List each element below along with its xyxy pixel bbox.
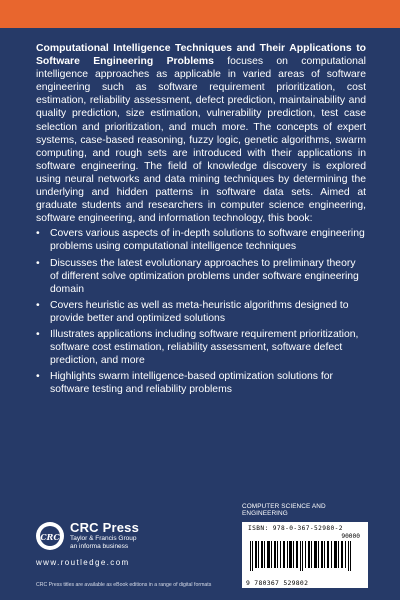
isbn-text: ISBN: 978-0-367-52980-2 [248, 525, 343, 532]
crc-logo-icon [36, 522, 64, 550]
feature-item [36, 328, 366, 367]
barcode-number: 9 780367 529802 [246, 579, 309, 587]
bullet-icon: • [36, 228, 40, 240]
barcode-icon [248, 541, 362, 577]
bullet-icon: • [36, 299, 40, 311]
bullet-icon: • [36, 257, 40, 269]
feature-text: Covers heuristic as well as meta-heuristic algorithms designed to provide better and optimized solutions [50, 299, 349, 324]
description-body: focuses on computational intelligence approaches as applicable in varied areas of software engineering such as software requirement prioritization, cost estimation, reliability assessment, defect prediction, maintainability and quality prediction, size estimation, vulnerability prediction, test case selection and prioritization, and much more. The concepts of expert systems, case-based reasoning, fuzzy logic, genetic algorithms, swarm computing, and rough sets are introduced with their applications in software engineering. The field of knowledge discovery is explored using neural networks and data mining techniques by determining the underlying and hidden patterns in software data sets. Aimed at graduate students and researchers in computer science engineering, software engineering, and information technology, this book: [36, 56, 366, 225]
bullet-icon: • [36, 328, 40, 340]
book-title: Computational Intelligence Techniques and Their Applications to Software Engineering Problems [36, 43, 366, 68]
feature-item [36, 227, 366, 253]
publisher-brand [70, 520, 139, 551]
back-cover-text [36, 42, 366, 399]
top-orange-band [0, 0, 400, 28]
feature-item [36, 299, 366, 325]
publisher-name: CRC Press [70, 520, 139, 535]
barcode-area [242, 503, 370, 587]
publisher-group: Taylor & Francis Group [70, 535, 137, 542]
description-paragraph [36, 42, 366, 225]
ebook-footnote: CRC Press titles are available as eBook editions in a range of digital formats [36, 582, 212, 588]
feature-text: Covers various aspects of in-depth solutions to software engineering problems using computational intelligence techniques [50, 228, 365, 253]
feature-list [36, 227, 366, 396]
feature-text: Discusses the latest evolutionary approaches to preliminary theory of different solve optimization problems under software engineering domain [50, 257, 359, 295]
subject-category: COMPUTER SCIENCE AND ENGINEERING [242, 503, 326, 517]
barcode-box [242, 522, 368, 588]
logo-text: CRC [40, 532, 60, 542]
publisher-url: www.routledge.com [36, 558, 130, 567]
feature-item [36, 257, 366, 296]
publisher-block [36, 520, 236, 570]
publisher-tagline: an informa business [70, 543, 129, 550]
price-code: 90000 [341, 533, 360, 540]
feature-text: Highlights swarm intelligence-based optimization solutions for software testing and reliability problems [50, 371, 333, 396]
feature-text: Illustrates applications including software requirement prioritization, software cost estimation, reliability assessment, software defect prediction, and more [50, 328, 359, 367]
bullet-icon: • [36, 371, 40, 383]
feature-item [36, 370, 366, 396]
